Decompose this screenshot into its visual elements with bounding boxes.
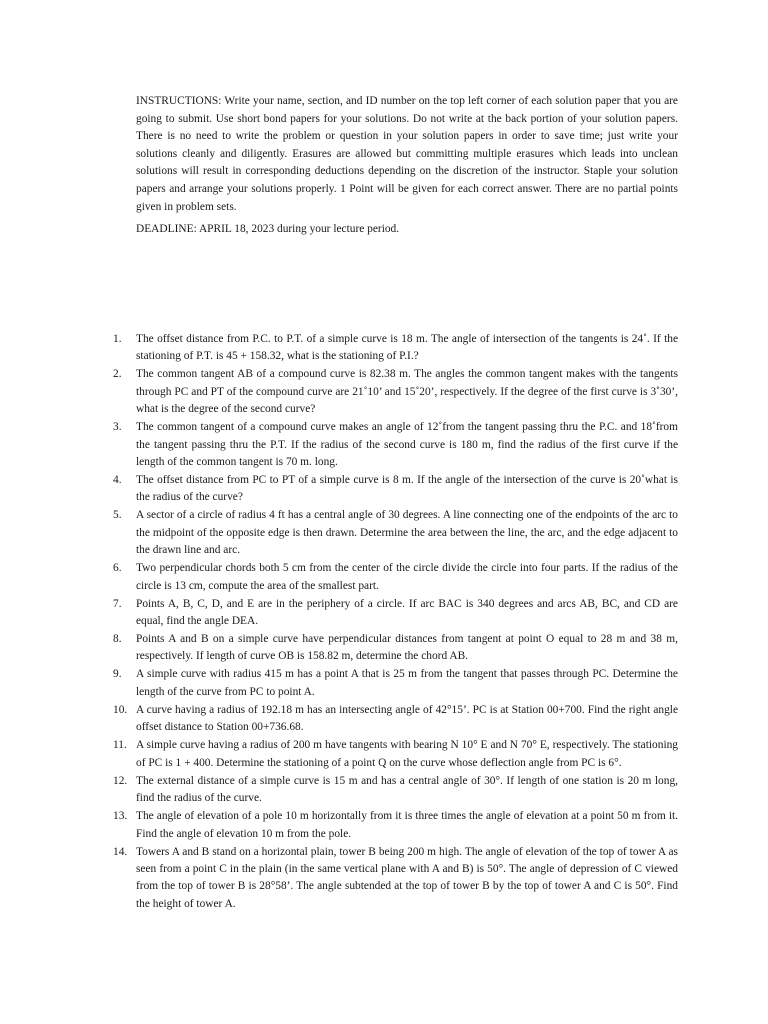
problem-number: 1. [113,333,122,345]
problem-item [0,737,768,772]
problem-number: 9. [113,668,122,681]
problem-number: 12. [113,774,128,787]
instructions-paragraph: INSTRUCTIONS: Write your name, section, and ID number on the top left corner of each solution paper that you are going to submit. Use short bond papers for your solutions. Do not write at the back portion of your solution papers. There is no need to write the problem or question in your solution papers in order to save time; just write your solutions cleanly and diligently. Erasures are allowed but committing multiple erasures which leads into unclean solutions will result in corresponding deductions depending on the discretion of the instructor. Staple your solution papers and arrange your solutions properly. 1 Point will be given for each correct answer. There are no partial points given in problem sets. [136,95,678,213]
problem-number: 14. [113,845,128,858]
problem-text: Two perpendicular chords both 5 cm from the center of the circle divide the circle into four parts. If the radius of the circle is 13 cm, compute the area of the smallest part. [136,562,678,592]
problem-item [0,560,768,595]
problem-item [0,666,768,701]
problem-text: A simple curve with radius 415 m has a point A that is 25 m from the tangent that passes through PC. Determine the length of the curve from PC to point A. [136,668,678,698]
problem-text: Towers A and B stand on a horizontal plain, tower B being 200 m high. The angle of elevation of the top of tower A as seen from a point C in the plain (in the same vertical plane with A and B) is 50°. The angle of depression of C viewed from the top of tower B is 28°58’. The angle subtended at the top of tower B by the top of tower A and C is 50°. Find the height of tower A. [136,845,678,910]
problem-number: 6. [113,562,122,575]
problem-item [0,631,768,666]
problem-text: Points A and B on a simple curve have perpendicular distances from tangent at point O equal to 28 m and 38 m, respectively. If length of curve OB is 158.82 m, determine the chord AB. [136,633,678,663]
problem-item [0,331,768,366]
problem-number: 3. [113,421,122,434]
problem-number: 2. [113,368,122,381]
problem-item [0,773,768,808]
problem-text: The offset distance from PC to PT of a simple curve is 8 m. If the angle of the intersection of the curve is 20˚what is the radius of the curve? [136,474,678,504]
problem-number: 5. [113,509,122,522]
problem-item [0,844,768,914]
problem-list [0,331,768,914]
problem-text: The angle of elevation of a pole 10 m horizontally from it is three times the angle of elevation at a point 50 m from it. Find the angle of elevation 10 m from the pole. [136,810,678,840]
problem-number: 13. [113,810,128,823]
problem-item [0,472,768,507]
problem-item [0,596,768,631]
problem-number: 11. [113,739,127,752]
problem-text: Points A, B, C, D, and E are in the periphery of a circle. If arc BAC is 340 degrees and arcs AB, BC, and CD are equal, find the angle DEA. [136,597,678,628]
problem-number: 8. [113,633,122,646]
problem-item [0,702,768,737]
problem-text: A simple curve having a radius of 200 m have tangents with bearing N 10° E and N 70° E, respectively. The stationing of PC is 1 + 400. Determine the stationing of a point Q on the curve whose deflection angle from PC is 6°. [136,739,678,769]
problem-number: 4. [113,474,122,487]
problem-text: A curve having a radius of 192.18 m has an intersecting angle of 42°15’. PC is at Station 00+700. Find the right angle offset distance to Station 00+736.68. [136,703,678,734]
problem-item [0,366,768,418]
problem-text: The common tangent of a compound curve makes an angle of 12˚from the tangent passing thru the P.C. and 18˚from the tangent passing thru the P.T. If the radius of the second curve is 180 m, find the radius of the first curve if the length of the common tangent is 70 m. long. [136,421,678,469]
problem-item [0,808,768,843]
deadline-text: DEADLINE: APRIL 18, 2023 during your lecture period. [136,223,400,235]
problem-text: The offset distance from P.C. to P.T. of a simple curve is 18 m. The angle of intersection of the tangents is 24˚. If the stationing of P.T. is 45 + 158.32, what is the stationing of P.I.? [136,333,678,363]
problem-text: A sector of a circle of radius 4 ft has a central angle of 30 degrees. A line connecting one of the endpoints of the arc to the midpoint of the opposite edge is then drawn. Determine the area between the line, the arc, and the edge adjacent to the drawn line and arc. [136,509,678,557]
problem-text: The common tangent AB of a compound curve is 82.38 m. The angles the common tangent makes with the tangents through PC and PT of the compound curve are 21˚10’ and 15˚20’, respectively. If the degree of the first curve is 3˚30’, what is the degree of the second curve? [136,368,678,416]
problem-item [0,419,768,471]
problem-number: 7. [113,597,122,610]
problem-number: 10. [113,703,128,716]
problem-item [0,507,768,559]
problem-text: The external distance of a simple curve is 15 m and has a central angle of 30°. If length of one station is 20 m long, find the radius of the curve. [136,774,678,805]
